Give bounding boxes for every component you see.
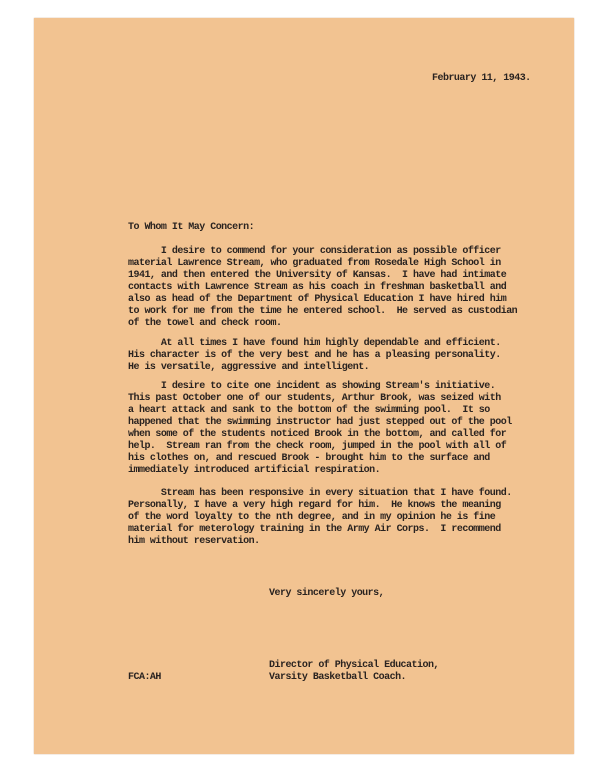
body-line: He is versatile, aggressive and intelligent.	[128, 362, 370, 373]
closing: Very sincerely yours,	[269, 588, 385, 599]
body-line: help. Stream ran from the check room, jumped in the pool with all of	[128, 441, 507, 452]
body-line: contacts with Lawrence Stream as his coach in freshman basketball and	[128, 282, 507, 293]
body-line: Personally, I have a very high regard for him. He knows the meaning	[128, 500, 501, 511]
body-paragraph-3	[128, 381, 512, 477]
body-paragraph-1	[128, 246, 517, 330]
body-line: This past October one of our students, Arthur Brook, was seized with	[128, 393, 501, 404]
body-paragraph-4	[128, 488, 512, 548]
body-line: I desire to commend for your consideration as possible officer	[128, 246, 501, 257]
letter-date: February 11, 1943.	[432, 73, 531, 84]
body-line: his clothes on, and rescued Brook - brought him to the surface and	[128, 453, 490, 464]
body-line: him without reservation.	[128, 536, 260, 547]
signature-title-2: Varsity Basketball Coach.	[269, 672, 407, 683]
body-line: a heart attack and sank to the bottom of the swimming pool. It so	[128, 405, 490, 416]
body-line: At all times I have found him highly dependable and efficient.	[128, 338, 501, 349]
body-line: material for meterology training in the Army Air Corps. I recommend	[128, 524, 501, 535]
body-line: His character is of the very best and he has a pleasing personality.	[128, 350, 501, 361]
body-line: material Lawrence Stream, who graduated from Rosedale High School in	[128, 258, 501, 269]
body-line: of the word loyalty to the nth degree, and in my opinion he is fine	[128, 512, 496, 523]
body-line: Stream has been responsive in every situation that I have found.	[128, 488, 512, 499]
body-line: 1941, and then entered the University of Kansas. I have had intimate	[128, 270, 507, 281]
body-line: when some of the students noticed Brook in the bottom, and called for	[128, 429, 507, 440]
salutation: To Whom It May Concern:	[128, 222, 255, 233]
body-line: happened that the swimming instructor had just stepped out of the pool	[128, 417, 512, 428]
body-line: to work for me from the time he entered school. He served as custodian	[128, 306, 518, 317]
body-paragraph-2	[128, 338, 501, 374]
signature-title-1: Director of Physical Education,	[269, 660, 439, 671]
body-line: of the towel and check room.	[128, 318, 282, 329]
typist-initials: FCA:AH	[128, 672, 161, 683]
body-line: also as head of the Department of Physical Education I have hired him	[128, 294, 507, 305]
body-line: I desire to cite one incident as showing Stream's initiative.	[128, 381, 496, 392]
body-line: immediately introduced artificial respiration.	[128, 465, 381, 476]
